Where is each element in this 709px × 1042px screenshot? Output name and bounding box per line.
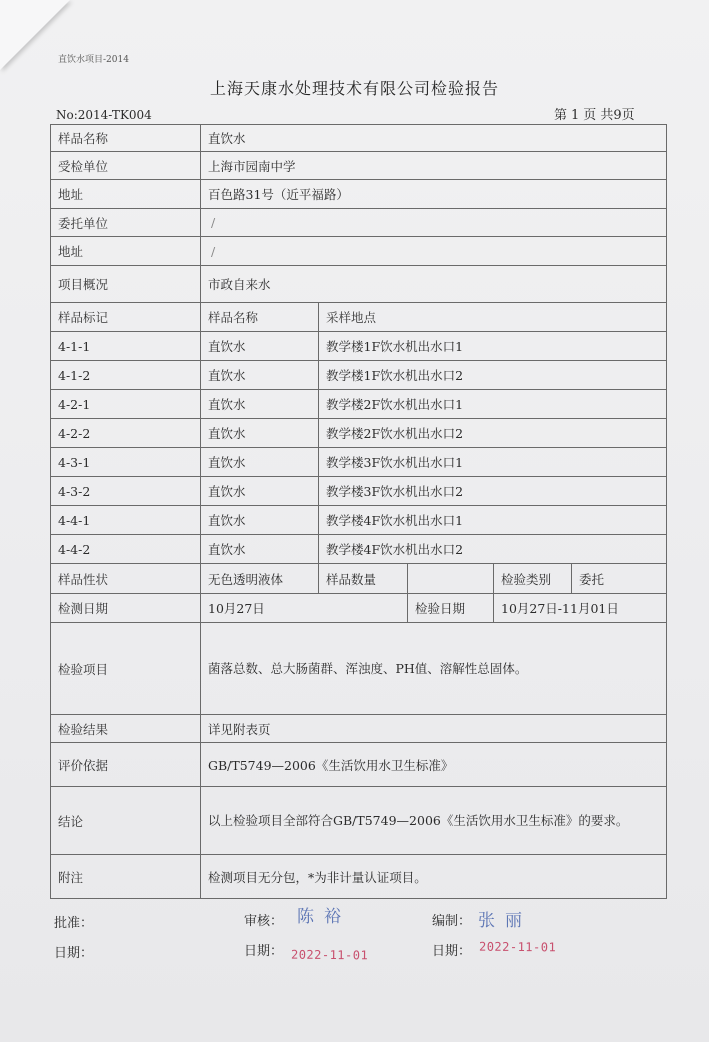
preparer-signature: 张丽	[478, 911, 532, 931]
table-row: 4-4-2 直饮水 教学楼4F饮水机出水口2	[51, 535, 667, 564]
row-conclusion: 结论 以上检验项目全部符合GB/T5749—2006《生活饮用水卫生标准》的要求。	[51, 787, 667, 855]
row-client-address: 地址 /	[51, 237, 667, 266]
row-dates: 检测日期 10月27日 检验日期 10月27日-11月01日	[51, 594, 667, 623]
table-row: 4-3-1 直饮水 教学楼3F饮水机出水口1	[51, 448, 667, 477]
row-basis: 评价依据 GB/T5749—2006《生活饮用水卫生标准》	[51, 743, 667, 787]
samples-header-row: 样品标记 样品名称 采样地点	[51, 303, 667, 332]
row-inspected-unit: 受检单位 上海市园南中学	[51, 152, 667, 180]
table-row: 4-2-1 直饮水 教学楼2F饮水机出水口1	[51, 390, 667, 419]
report-table	[50, 124, 667, 899]
approve-label: 批准：	[54, 916, 94, 931]
row-appearance: 样品性状 无色透明液体 样品数量 检验类别 委托	[51, 564, 667, 594]
review-date-stamp: 2022-11-01	[290, 947, 369, 963]
table-row: 4-1-2 直饮水 教学楼1F饮水机出水口2	[51, 361, 667, 390]
row-overview: 项目概况 市政自来水	[51, 266, 667, 303]
table-row: 4-4-1 直饮水 教学楼4F饮水机出水口1	[51, 506, 667, 535]
reviewer-signature: 陈裕	[297, 907, 351, 927]
row-sample-name: 样品名称 直饮水	[51, 125, 667, 152]
report-number: No:2014-TK004	[56, 108, 152, 122]
prepare-date-label: 日期：	[432, 944, 472, 959]
review-date-label: 日期：	[244, 944, 284, 959]
approve-date-label: 日期：	[54, 946, 94, 961]
review-label: 审核：	[244, 914, 284, 929]
prepare-label: 编制：	[432, 914, 472, 929]
row-client-unit: 委托单位 /	[51, 209, 667, 237]
report-title: 上海天康水处理技术有限公司检验报告	[209, 79, 499, 98]
row-result: 检验结果 详见附表页	[51, 715, 667, 743]
table-row: 4-1-1 直饮水 教学楼1F饮水机出水口1	[51, 332, 667, 361]
row-address: 地址 百色路31号（近平福路）	[51, 180, 667, 209]
row-items: 检验项目 菌落总数、总大肠菌群、浑浊度、PH值、溶解性总固体。	[51, 623, 667, 715]
table-row: 4-2-2 直饮水 教学楼2F饮水机出水口2	[51, 419, 667, 448]
prepare-date-stamp: 2022-11-01	[478, 939, 557, 955]
page-info: 第 1 页 共9页	[554, 108, 635, 123]
table-row: 4-3-2 直饮水 教学楼3F饮水机出水口2	[51, 477, 667, 506]
doc-code: 直饮水项目-2014	[58, 55, 129, 65]
row-remarks: 附注 检测项目无分包，*为非计量认证项目。	[51, 855, 667, 899]
